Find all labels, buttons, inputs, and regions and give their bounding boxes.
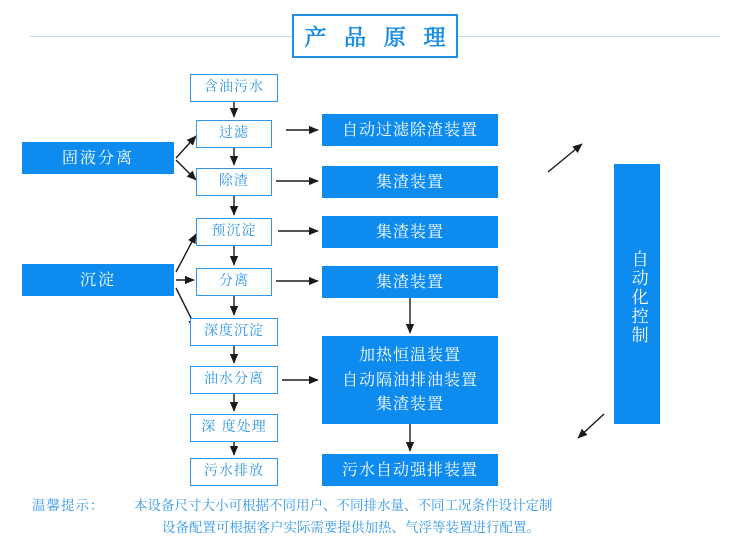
process-advanced-treatment: 深 度处理 (190, 414, 278, 442)
page-title-box (292, 14, 458, 58)
process-deep-sedimentation: 深度沉淀 (190, 318, 278, 346)
device-heating-oil-separation-group (322, 336, 498, 424)
automation-control-bar: 自动化控制 (614, 164, 660, 424)
device-slag-collector-2: 集渣装置 (322, 216, 498, 248)
process-separation: 分离 (196, 268, 272, 296)
device-heating-constant-temp: 加热恒温装置 (358, 344, 461, 364)
process-pre-sedimentation: 预沉淀 (196, 218, 272, 246)
process-wastewater-discharge: 污水排放 (190, 458, 278, 486)
process-oily-wastewater: 含油污水 (190, 74, 278, 102)
device-slag-collector-3: 集渣装置 (322, 266, 498, 298)
process-oil-water-separation: 油水分离 (190, 366, 278, 394)
device-auto-filter-deslagging: 自动过滤除渣装置 (322, 114, 498, 146)
note-line-1: 本设备尺寸大小可根据不同用户、不同排水量、不同工况条件设计定制 (134, 498, 553, 514)
device-auto-oil-separation-discharge: 自动隔油排油装置 (341, 369, 478, 389)
device-auto-forced-wastewater-discharge: 污水自动强排装置 (322, 454, 498, 486)
page-title-area (0, 14, 750, 60)
group-label-sedimentation: 沉淀 (22, 264, 174, 296)
process-filtration: 过滤 (196, 120, 272, 148)
group-label-solid-liquid-separation: 固液分离 (22, 142, 174, 174)
page-title: 产 品 原 理 (304, 25, 451, 51)
device-slag-collector-4: 集渣装置 (375, 394, 444, 414)
note-line-2: 设备配置可根据客户实际需要提供加热、气浮等装置进行配置。 (162, 520, 540, 536)
note-label: 温馨提示： (32, 498, 105, 514)
device-slag-collector-1: 集渣装置 (322, 166, 498, 198)
process-slag-removal: 除渣 (196, 168, 272, 196)
